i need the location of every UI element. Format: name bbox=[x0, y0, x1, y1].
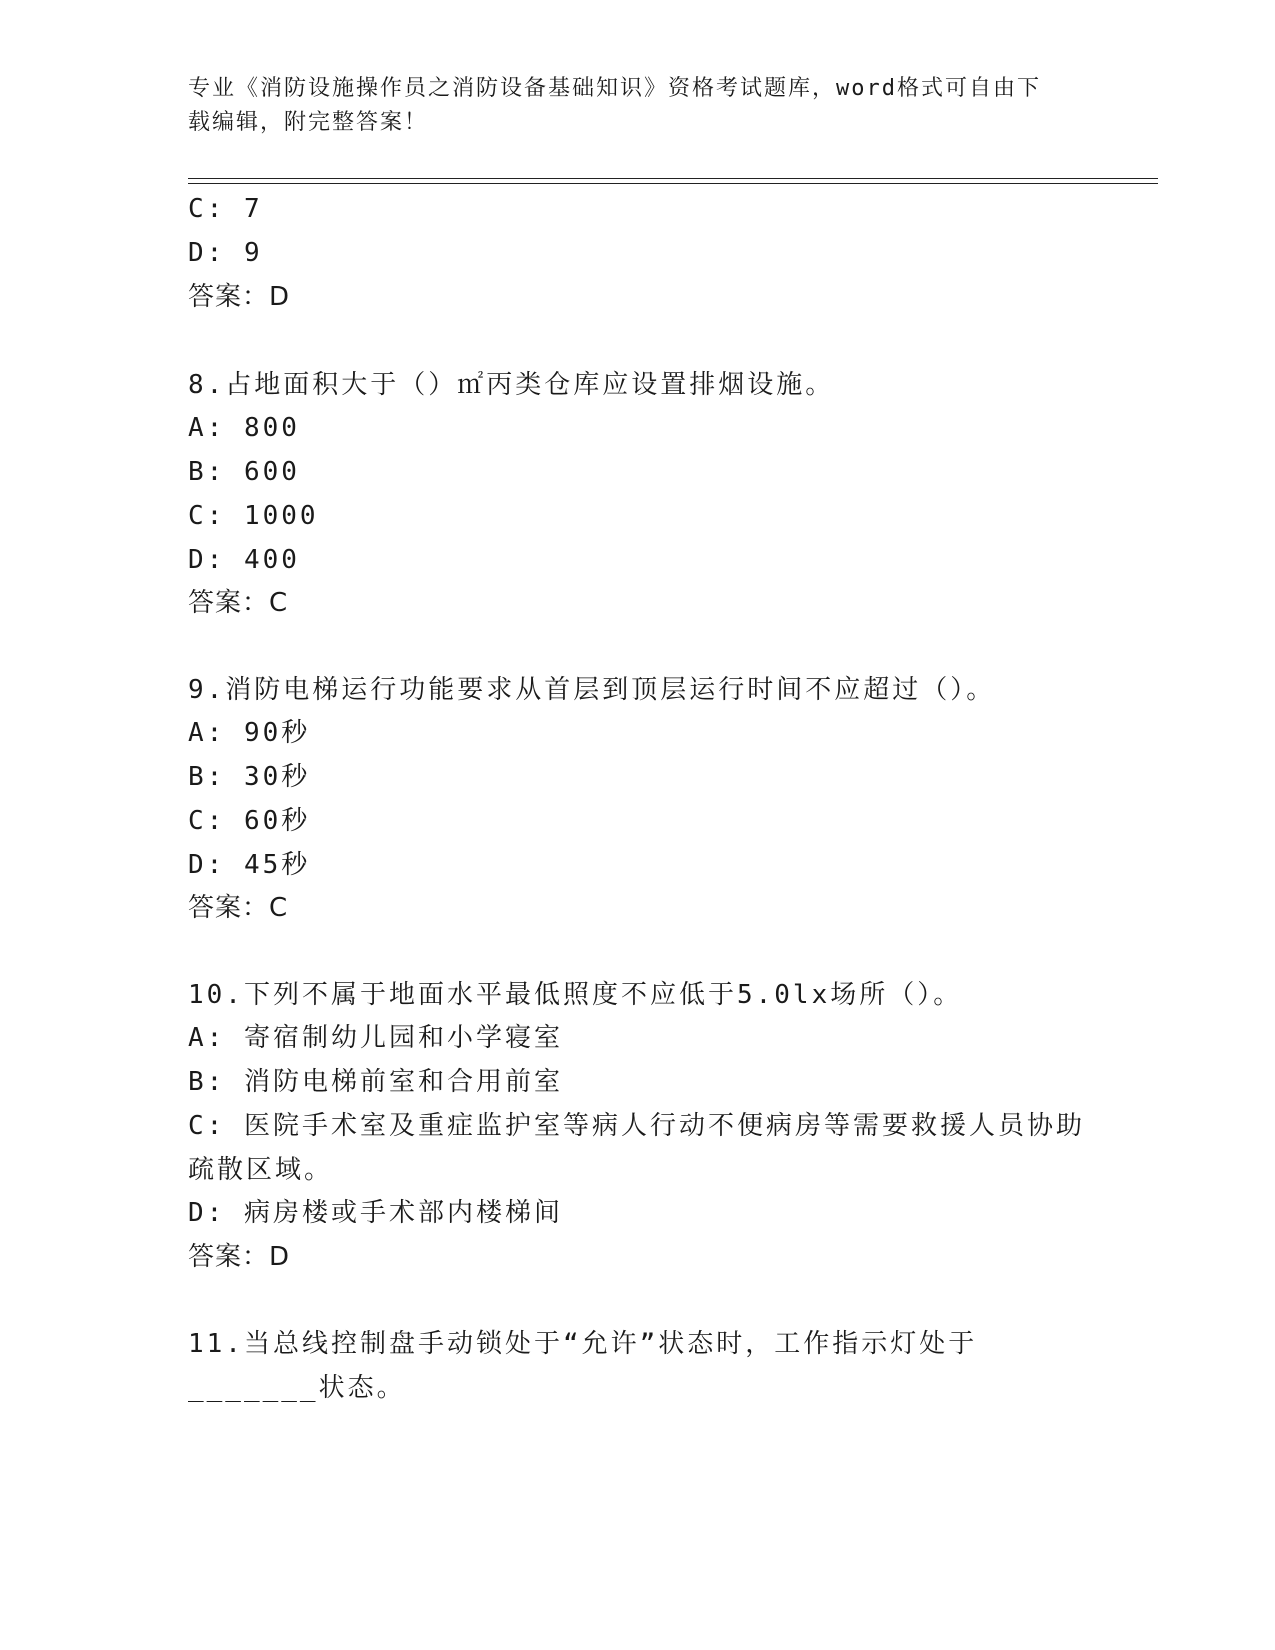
q8-option-d: D: 400 bbox=[188, 545, 300, 575]
header-divider-bottom bbox=[188, 183, 1158, 184]
q8-stem: 8.占地面积大于（）㎡丙类仓库应设置排烟设施。 bbox=[188, 370, 835, 400]
q8-option-a: A: 800 bbox=[188, 413, 300, 443]
prev-answer: 答案：D bbox=[188, 282, 291, 312]
q8-option-c: C: 1000 bbox=[188, 501, 319, 531]
q9-option-d: D: 45秒 bbox=[188, 850, 311, 880]
q9-option-b: B: 30秒 bbox=[188, 762, 311, 792]
header-divider-top bbox=[188, 178, 1158, 179]
q9-stem: 9.消防电梯运行功能要求从首层到顶层运行时间不应超过（）。 bbox=[188, 675, 996, 705]
q8-answer: 答案：C bbox=[188, 588, 289, 618]
q11-stem: 11.当总线控制盘手动锁处于“允许”状态时，工作指示灯处于 bbox=[188, 1329, 978, 1359]
q11-stem-continued: _______状态。 bbox=[188, 1373, 406, 1403]
prev-option-d: D: 9 bbox=[188, 238, 263, 268]
q9-option-a: A: 90秒 bbox=[188, 718, 311, 748]
q10-option-c: C: 医院手术室及重症监护室等病人行动不便病房等需要救援人员协助 bbox=[188, 1111, 1085, 1141]
q9-answer: 答案：C bbox=[188, 893, 289, 923]
header-title-line2: 载编辑，附完整答案！ bbox=[188, 110, 429, 135]
q10-option-a: A: 寄宿制幼儿园和小学寝室 bbox=[188, 1023, 563, 1053]
q10-option-d: D: 病房楼或手术部内楼梯间 bbox=[188, 1198, 563, 1228]
q8-option-b: B: 600 bbox=[188, 457, 300, 487]
prev-option-c: C: 7 bbox=[188, 194, 263, 224]
q9-option-c: C: 60秒 bbox=[188, 806, 311, 836]
q10-option-b: B: 消防电梯前室和合用前室 bbox=[188, 1067, 563, 1097]
q10-option-c-continued: 疏散区域。 bbox=[188, 1155, 334, 1185]
q10-stem: 10.下列不属于地面水平最低照度不应低于5.0lx场所（）。 bbox=[188, 980, 963, 1010]
header-title-line1: 专业《消防设施操作员之消防设备基础知识》资格考试题库，word格式可自由下 bbox=[188, 76, 1041, 101]
document-header bbox=[188, 72, 1088, 140]
q10-answer: 答案：D bbox=[188, 1242, 291, 1272]
